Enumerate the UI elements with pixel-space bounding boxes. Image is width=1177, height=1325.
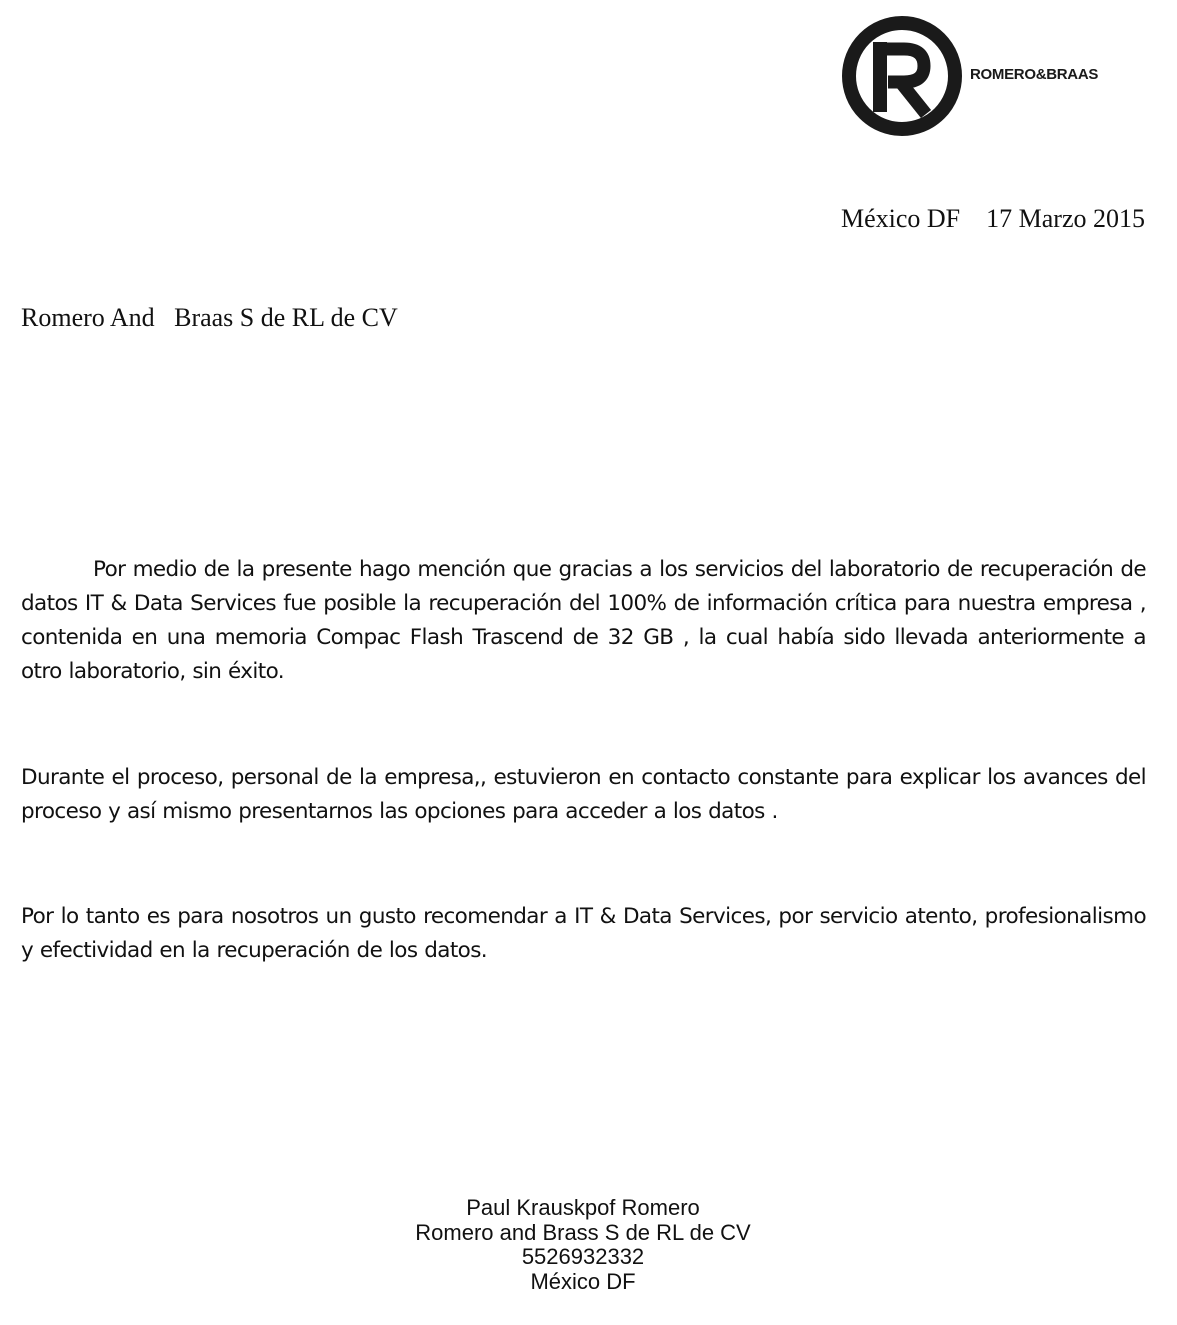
location: México DF — [840, 204, 961, 233]
signature-block — [0, 1196, 1166, 1294]
body-paragraph-2: Durante el proceso, personal de la empresa,, estuvieron en contacto constante para explicar los avances del proceso y así mismo presentarnos las opciones para acceder a los datos . — [21, 765, 1146, 824]
body-paragraph-1: Por medio de la presente hago mención que gracias a los servicios del laboratorio de recuperación de datos IT & Data Services fue posible la recuperación del 100% de información crítica para nuestra empresa , contenida en una memoria Compac Flash Trascend de 32 GB , la cual había sido llevada anteriormente a otro laboratorio, sin éxito. — [21, 557, 1146, 684]
recipient: Romero And Braas S de RL de CV — [21, 303, 398, 332]
signer-name: Paul Krauskpof Romero — [466, 1195, 700, 1220]
date: 17 Marzo 2015 — [986, 204, 1145, 233]
signer-company: Romero and Brass S de RL de CV — [415, 1219, 751, 1245]
place-and-date — [841, 204, 1145, 234]
body-paragraph-3: Por lo tanto es para nosotros un gusto recomendar a IT & Data Services, por servicio atento, profesionalismo y efectividad en la recuperación de los datos. — [21, 904, 1146, 963]
logo-r-circle-icon — [840, 14, 964, 138]
signer-phone: 5526932332 — [521, 1244, 645, 1269]
signer-city: México DF — [530, 1268, 636, 1294]
company-logo — [840, 14, 1116, 138]
logo-wordmark: ROMERO&BRAAS — [970, 66, 1099, 83]
